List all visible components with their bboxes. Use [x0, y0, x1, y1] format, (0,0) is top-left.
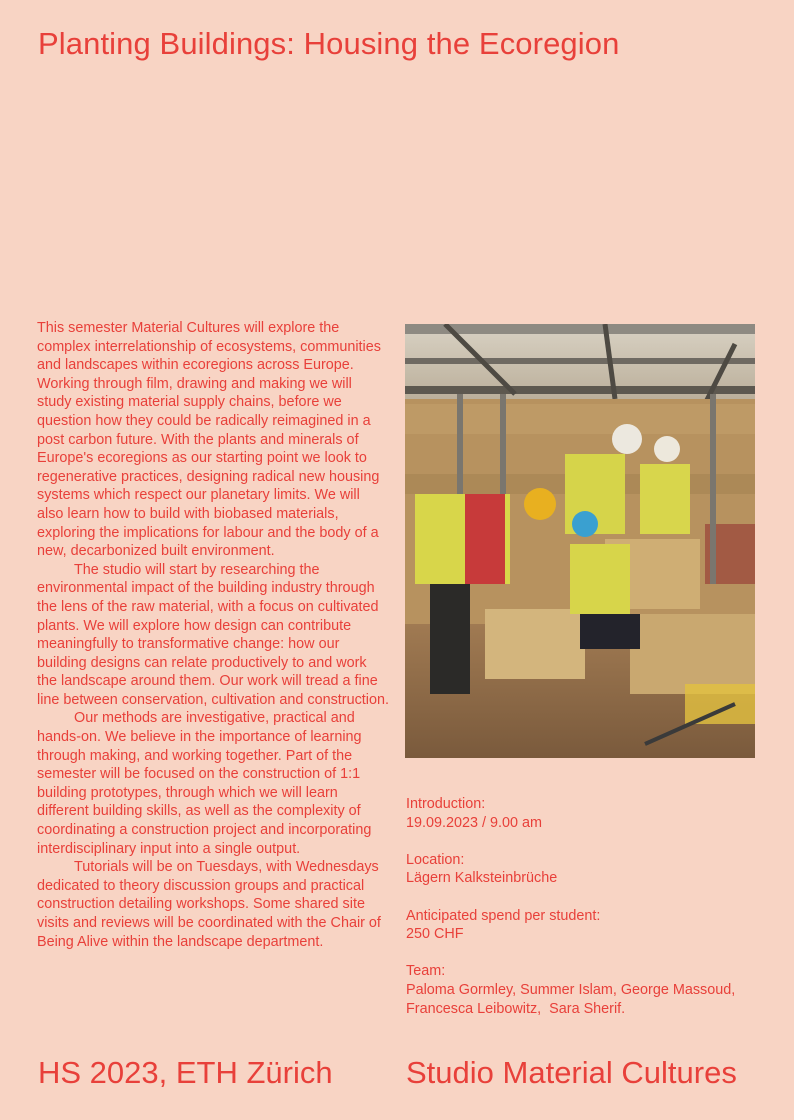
page-title: Planting Buildings: Housing the Ecoregion	[38, 26, 620, 61]
paragraph-intro: This semester Material Cultures will explore the complex interrelationship of ecosystems, communities and landscapes within ecoregions across Europe. Working through film, drawing and making we will study existing material supply chains, before we question how they could be radically reimagined in a post carbon future. With the plants and minerals of Europe's ecoregions as our starting point we look to regenerative practices, designing radical new housing systems which respect our planetary limits. We will also learn how to build with biobased materials, exploring the implications for labour and the body of a new, decarbonized built environment.	[37, 320, 381, 560]
spend-value: 250 CHF	[406, 926, 464, 943]
location-value: Lägern Kalksteinbrüche	[406, 870, 558, 887]
spend-label: Anticipated spend per student:	[406, 907, 601, 924]
footer-semester: HS 2023, ETH Zürich	[38, 1055, 333, 1090]
straw-bale-construction-photo	[405, 324, 755, 758]
studio-description	[37, 319, 389, 951]
team-label: Team:	[406, 963, 446, 980]
paragraph-tutorials: Tutorials will be on Tuesdays, with Wednesdays dedicated to theory discussion groups and practical construction detailing workshops. Some shared site visits and reviews will be coordinated with the Chair of Being Alive within the landscape department.	[37, 859, 381, 950]
introduction-date: 19.09.2023 / 9.00 am	[406, 814, 543, 831]
introduction-info	[406, 795, 756, 832]
team-info	[406, 962, 756, 1018]
spend-info	[406, 907, 756, 944]
paragraph-research: The studio will start by researching the environmental impact of the building industry through the lens of the raw material, with a focus on cultivated plants. We will explore how design can contribute meaningfully to transformative change: how our building designs can relate productively to and work the landscape around them. Our work will tread a fine line between conservation, cultivation and construction.	[37, 561, 389, 708]
location-label: Location:	[406, 851, 465, 868]
introduction-label: Introduction:	[406, 796, 486, 812]
location-info	[406, 851, 756, 888]
paragraph-methods: Our methods are investigative, practical and hands-on. We believe in the importance of learning through making, and working together. Part of the semester will be focused on the construction of 1:1 building prototypes, through which we will learn different building skills, as well as the complexity of coordinating a construction project and incorporating interdisciplinary input into a single output.	[37, 710, 372, 857]
team-members: Paloma Gormley, Summer Islam, George Massoud, Francesca Leibowitz, Sara Sherif.	[406, 981, 740, 1017]
footer-studio: Studio Material Cultures	[406, 1055, 737, 1090]
course-info	[406, 795, 756, 1037]
